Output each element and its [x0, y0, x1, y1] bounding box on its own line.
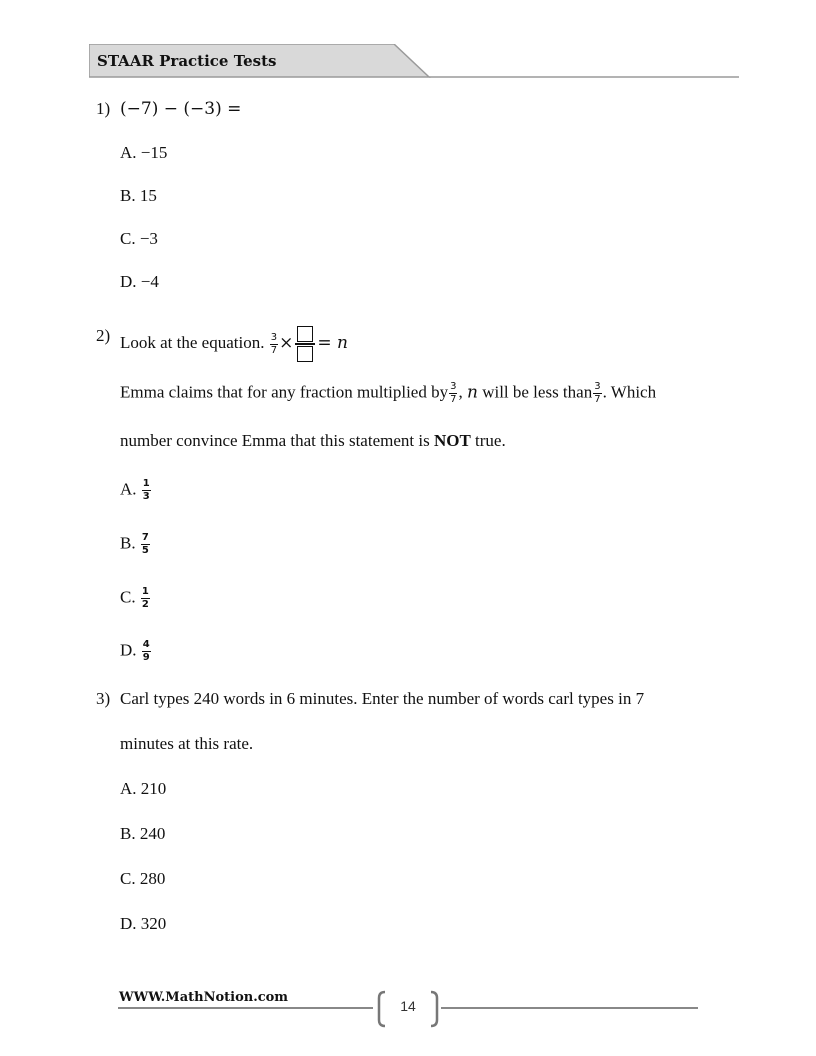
- footer-divider-left: [118, 1007, 373, 1009]
- fraction-three-sevenths: $\frac{3}{7}$: [450, 381, 457, 405]
- answer-option-d[interactable]: D. 320: [120, 914, 167, 933]
- answer-option-a[interactable]: A. −15: [120, 143, 168, 162]
- answer-option-d[interactable]: D. −4: [120, 272, 159, 291]
- answer-option-b[interactable]: B. 15: [120, 186, 157, 205]
- footer-website[interactable]: WWW.MathNotion.com: [119, 990, 289, 1005]
- question-number: 3): [96, 689, 111, 708]
- footer-divider-right: [441, 1007, 698, 1009]
- answer-option-a[interactable]: A. 210: [120, 779, 167, 798]
- question-number: 1): [96, 99, 111, 118]
- answer-option-b[interactable]: B. $\frac{7}{5}$: [120, 532, 149, 556]
- answer-option-c[interactable]: C. $\frac{1}{2}$: [120, 586, 149, 610]
- answer-option-c[interactable]: C. −3: [120, 229, 158, 248]
- fraction-three-sevenths: $\frac{3}{7}$: [270, 331, 278, 356]
- prompt-text: Look at the equation.: [120, 332, 265, 352]
- answer-option-d[interactable]: D. $\frac{4}{9}$: [120, 639, 150, 663]
- page-number: 14: [400, 998, 416, 1014]
- answer-option-a[interactable]: A. $\frac{1}{3}$: [120, 478, 150, 502]
- question-number: 2): [96, 326, 111, 345]
- question-expression: (−7) − (−3) =: [120, 99, 242, 119]
- question-prompt: [120, 326, 348, 362]
- answer-option-b[interactable]: B. 240: [120, 824, 166, 843]
- page-header: [89, 44, 739, 80]
- question-claim-line-1: Emma claims that for any fraction multiplied by $\frac{3}{7}$ , n will be less than $\frac{3}{7}$ . Which: [120, 381, 657, 405]
- blank-fraction-boxes: [295, 326, 315, 362]
- right-bracket-icon: [429, 990, 441, 1028]
- header-title: STAAR Practice Tests: [97, 52, 277, 70]
- answer-option-c[interactable]: C. 280: [120, 869, 166, 888]
- equation-rhs: = n: [317, 332, 348, 353]
- question-text-line-2: minutes at this rate.: [120, 734, 254, 753]
- question-claim-line-2: number convince Emma that this statement is NOT true.: [120, 431, 506, 450]
- fraction-three-sevenths: $\frac{3}{7}$: [594, 381, 601, 405]
- times-sign: ×: [279, 332, 294, 353]
- question-text-line-1: Carl types 240 words in 6 minutes. Enter the number of words carl types in 7: [120, 689, 645, 708]
